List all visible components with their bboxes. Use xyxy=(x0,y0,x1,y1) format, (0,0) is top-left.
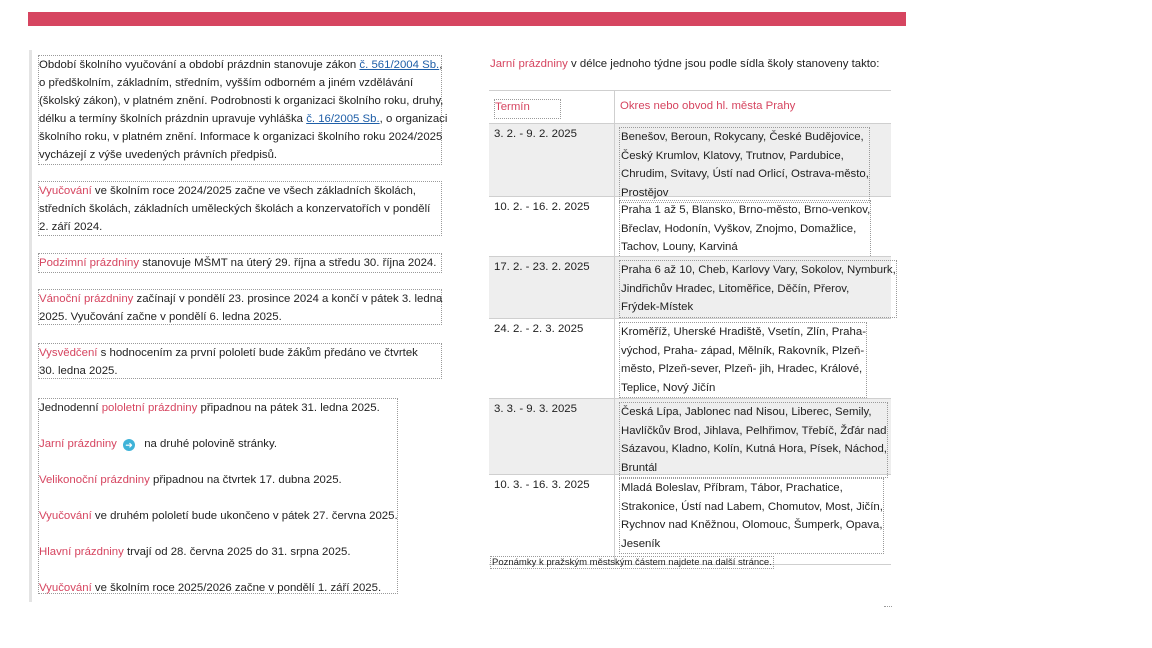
district-cell xyxy=(619,322,867,398)
decree-link-16-2005[interactable]: č. 16/2005 Sb. xyxy=(306,113,380,125)
keyword-velikonocni: Velikonoční prázdniny xyxy=(39,474,150,486)
header-accent-bar xyxy=(28,12,906,26)
keyword-vanocni: Vánoční prázdniny xyxy=(39,293,134,305)
district-line: Teplice, Nový Jičín xyxy=(621,381,716,394)
district-line: Rychnov nad Kněžnou, Olomouc, Šumperk, Opava, xyxy=(621,519,883,531)
district-line: Praha 1 až 5, Blansko, Brno-město, Brno-venkov, xyxy=(621,204,871,216)
column-divider xyxy=(614,124,615,196)
term-cell: 17. 2. - 23. 2. 2025 xyxy=(494,261,590,273)
intro-line-1: Období školního vyučování a období prázdnin stanovuje zákon č. 561/2004 Sb., xyxy=(39,59,443,71)
table-row xyxy=(489,399,891,475)
spring-intro-text: Jarní prázdniny v délce jednoho týdne jsou podle sídla školy stanoveny takto: xyxy=(490,58,880,70)
intro-paragraph xyxy=(38,55,448,165)
intro-line-2: o předškolním, základním, středním, vyšším odborném a jiném vzdělávání xyxy=(39,77,414,89)
district-line: Sázavou, Kladno, Kolín, Kutná Hora, Písek, Náchod, xyxy=(621,443,887,455)
district-cell xyxy=(619,127,870,203)
christmas-line-1: Vánoční prázdniny začínají v pondělí 23. prosince 2024 a končí v pátek 3. ledna xyxy=(39,293,443,305)
list-item-pololetni: Jednodenní pololetní prázdniny připadnou na pátek 31. ledna 2025. xyxy=(39,402,380,414)
keyword-vyucovani-3: Vyučování xyxy=(39,582,92,594)
report-card-paragraph xyxy=(38,343,442,379)
district-line: Tachov, Louny, Karviná xyxy=(621,241,738,253)
district-cell xyxy=(619,260,897,318)
arrow-right-circle-icon[interactable]: ➜ xyxy=(123,439,135,451)
column-divider xyxy=(614,399,615,474)
district-line: Česká Lípa, Jablonec nad Nisou, Liberec, Semily, xyxy=(621,406,872,418)
district-line: Benešov, Beroun, Rokycany, České Budějovice, xyxy=(621,131,864,143)
holiday-summary-list xyxy=(38,398,398,594)
district-line: Břeclav, Hodonín, Vyškov, Znojmo, Domažlice, xyxy=(621,222,857,235)
column-header-term: Termín xyxy=(494,99,561,119)
district-cell xyxy=(619,478,884,554)
christmas-holiday-paragraph xyxy=(38,289,442,325)
keyword-vyucovani: Vyučování xyxy=(39,185,92,197)
school-start-paragraph xyxy=(38,181,442,236)
district-line: Strakonice, Ústí nad Labem, Chomutov, Most, Jičín, xyxy=(621,500,883,513)
keyword-jarni-intro: Jarní prázdniny xyxy=(490,58,568,70)
term-cell: 3. 2. - 9. 2. 2025 xyxy=(494,128,577,140)
district-cell xyxy=(619,402,888,478)
report-card-line-1: Vysvědčení s hodnocením za první pololetí bude žákům předáno ve čtvrtek xyxy=(39,347,418,359)
autumn-holiday-line: Podzimní prázdniny stanovuje MŠMT na úterý 29. října a středu 30. října 2024. xyxy=(39,257,437,269)
column-divider xyxy=(614,257,615,318)
district-line: Kroměříž, Uherské Hradiště, Vsetín, Zlín, Praha- xyxy=(621,326,866,338)
spring-holiday-table xyxy=(489,90,896,565)
district-line: Prostějov xyxy=(621,186,669,199)
page-corner-mark xyxy=(884,606,892,607)
district-line: město, Plzeň-sever, Plzeň- jih, Hradec, Králové, xyxy=(621,363,863,375)
school-start-line-3: 2. září 2024. xyxy=(39,221,103,233)
keyword-jarni: Jarní prázdniny xyxy=(39,438,117,450)
christmas-line-2: 2025. Vyučování začne v pondělí 6. ledna 2025. xyxy=(39,311,282,323)
keyword-podzimni: Podzimní prázdniny xyxy=(39,257,140,269)
district-line: Jeseník xyxy=(621,537,661,550)
district-line: Havlíčkův Brod, Jihlava, Pelhřimov, Třebíč, Žďár nad xyxy=(621,424,887,437)
intro-line-4: délku a termíny školních prázdnin upravuje vyhláška č. 16/2005 Sb., o organizaci xyxy=(39,113,448,125)
district-line: Jindřichův Hradec, Litoměřice, Děčín, Přerov, xyxy=(621,282,850,295)
keyword-pololetni: pololetní prázdniny xyxy=(101,402,198,414)
keyword-hlavni: Hlavní prázdniny xyxy=(39,546,124,558)
district-line: Praha 6 až 10, Cheb, Karlovy Vary, Sokolov, Nymburk, xyxy=(621,264,896,276)
term-cell: 10. 3. - 16. 3. 2025 xyxy=(494,479,590,491)
column-header-district: Okres nebo obvod hl. města Prahy xyxy=(620,100,796,112)
term-cell: 10. 2. - 16. 2. 2025 xyxy=(494,201,590,213)
district-cell xyxy=(619,200,871,258)
table-header-row xyxy=(489,91,891,124)
school-start-line-2: středních školách, základních uměleckých školách a konzervatořích v pondělí xyxy=(39,203,431,215)
list-item-jarni: Jarní prázdniny ➜ na druhé polovině stránky. xyxy=(39,438,277,450)
column-divider xyxy=(614,197,615,256)
keyword-vysvedceni: Vysvědčení xyxy=(39,347,98,359)
table-row xyxy=(489,257,896,319)
keyword-vyucovani-2: Vyučování xyxy=(39,510,92,522)
intro-line-5: školního roku, v platném znění. Informace k organizaci školního roku 2024/2025 xyxy=(39,131,443,143)
district-line: Mladá Boleslav, Příbram, Tábor, Prachatice, xyxy=(621,482,843,494)
column-divider xyxy=(614,91,615,123)
list-item-novy-rok: Vyučování ve školním roce 2025/2026 začne v pondělí 1. září 2025. xyxy=(39,582,382,594)
column-divider xyxy=(614,319,615,398)
table-body xyxy=(489,124,896,565)
list-item-velikonocni: Velikonoční prázdniny připadnou na čtvrtek 17. dubna 2025. xyxy=(39,474,342,486)
district-line: východ, Praha- západ, Mělník, Rakovník, Plzeň- xyxy=(621,344,865,357)
table-row xyxy=(489,475,891,565)
term-cell: 3. 3. - 9. 3. 2025 xyxy=(494,403,577,415)
law-link-561-2004[interactable]: č. 561/2004 Sb. xyxy=(359,59,440,71)
report-card-line-2: 30. ledna 2025. xyxy=(39,365,118,377)
table-row xyxy=(489,319,891,399)
district-line: Chrudim, Svitavy, Ústí nad Orlicí, Ostrava-město, xyxy=(621,168,869,180)
intro-line-3: (školský zákon), v platném znění. Podrobnosti k organizaci školního roku, druhy, xyxy=(39,95,444,107)
district-line: Frýdek-Místek xyxy=(621,301,694,313)
column-divider xyxy=(614,475,615,564)
left-margin-rule xyxy=(29,50,32,602)
district-line: Bruntál xyxy=(621,461,658,474)
list-item-konec-vyucovani: Vyučování ve druhém pololetí bude ukončeno v pátek 27. června 2025. xyxy=(39,510,398,522)
school-start-line-1: Vyučování ve školním roce 2024/2025 začne ve všech základních školách, xyxy=(39,185,416,197)
intro-line-6: vycházejí z výše uvedených právních předpisů. xyxy=(39,149,278,161)
table-row xyxy=(489,197,891,257)
table-row xyxy=(489,124,891,197)
term-cell: 24. 2. - 2. 3. 2025 xyxy=(494,323,584,335)
autumn-holiday-paragraph xyxy=(38,253,442,273)
district-line: Český Krumlov, Klatovy, Trutnov, Pardubice, xyxy=(621,149,844,162)
footnote: Poznámky k pražským městským částem najdete na další stránce. xyxy=(492,557,772,568)
list-item-hlavni: Hlavní prázdniny trvají od 28. června 2025 do 31. srpna 2025. xyxy=(39,546,351,558)
